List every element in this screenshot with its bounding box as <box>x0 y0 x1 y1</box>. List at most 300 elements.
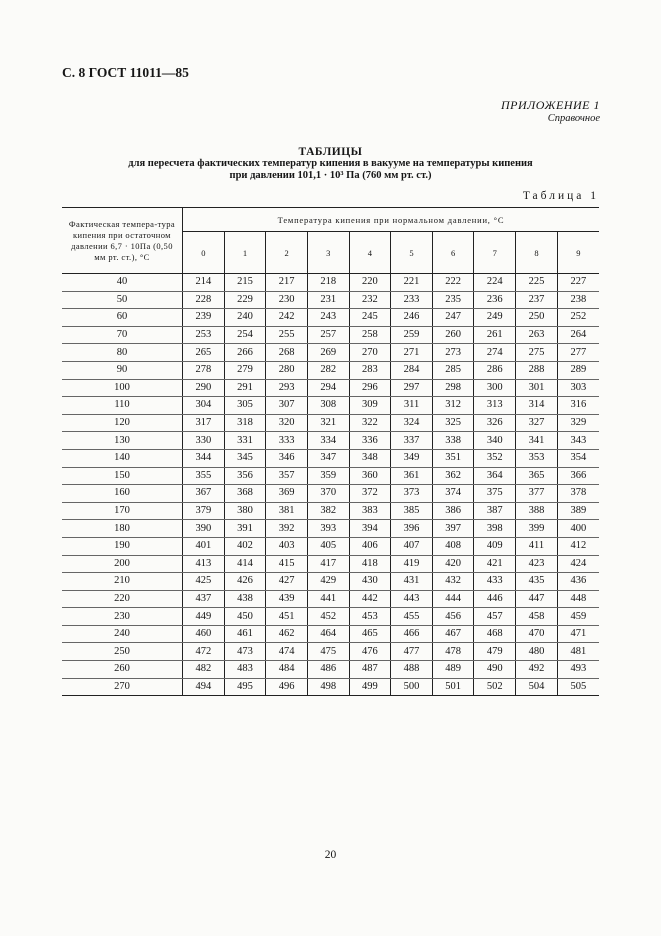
table-cell: 263 <box>516 326 558 344</box>
row-temperature: 50 <box>62 291 183 309</box>
table-cell: 457 <box>474 608 516 626</box>
table-row <box>62 573 599 591</box>
table-cell: 487 <box>349 661 391 679</box>
table-cell: 220 <box>349 274 391 292</box>
row-temperature: 230 <box>62 608 183 626</box>
table-row <box>62 344 599 362</box>
table-cell: 444 <box>432 590 474 608</box>
table-cell: 304 <box>183 397 225 415</box>
table-cell: 300 <box>474 379 516 397</box>
table-cell: 449 <box>183 608 225 626</box>
table-cell: 481 <box>557 643 599 661</box>
table-cell: 489 <box>432 661 474 679</box>
table-cell: 289 <box>557 361 599 379</box>
table-row <box>62 661 599 679</box>
table-cell: 355 <box>183 467 225 485</box>
conversion-table <box>62 207 599 696</box>
table-cell: 492 <box>516 661 558 679</box>
table-cell: 286 <box>474 361 516 379</box>
table-cell: 327 <box>516 414 558 432</box>
table-cell: 447 <box>516 590 558 608</box>
table-cell: 409 <box>474 537 516 555</box>
table-cell: 420 <box>432 555 474 573</box>
table-row <box>62 537 599 555</box>
table-cell: 430 <box>349 573 391 591</box>
table-cell: 382 <box>307 502 349 520</box>
table-cell: 486 <box>307 661 349 679</box>
table-cell: 354 <box>557 449 599 467</box>
table-cell: 460 <box>183 625 225 643</box>
table-cell: 297 <box>391 379 433 397</box>
table-cell: 285 <box>432 361 474 379</box>
table-cell: 496 <box>266 678 308 696</box>
table-cell: 500 <box>391 678 433 696</box>
row-temperature: 210 <box>62 573 183 591</box>
row-temperature: 260 <box>62 661 183 679</box>
table-cell: 245 <box>349 309 391 327</box>
table-cell: 411 <box>516 537 558 555</box>
table-cell: 462 <box>266 625 308 643</box>
table-cell: 261 <box>474 326 516 344</box>
table-cell: 353 <box>516 449 558 467</box>
table-cell: 294 <box>307 379 349 397</box>
table-cell: 373 <box>391 485 433 503</box>
row-temperature: 220 <box>62 590 183 608</box>
table-cell: 236 <box>474 291 516 309</box>
table-cell: 222 <box>432 274 474 292</box>
table-cell: 237 <box>516 291 558 309</box>
table-cell: 370 <box>307 485 349 503</box>
table-cell: 438 <box>224 590 266 608</box>
table-cell: 258 <box>349 326 391 344</box>
table-cell: 317 <box>183 414 225 432</box>
table-cell: 378 <box>557 485 599 503</box>
table-cell: 385 <box>391 502 433 520</box>
table-cell: 398 <box>474 520 516 538</box>
table-cell: 390 <box>183 520 225 538</box>
table-cell: 333 <box>266 432 308 450</box>
row-temperature: 100 <box>62 379 183 397</box>
table-cell: 229 <box>224 291 266 309</box>
table-cell: 259 <box>391 326 433 344</box>
table-cell: 399 <box>516 520 558 538</box>
table-cell: 377 <box>516 485 558 503</box>
table-cell: 224 <box>474 274 516 292</box>
table-cell: 309 <box>349 397 391 415</box>
table-cell: 472 <box>183 643 225 661</box>
table-cell: 314 <box>516 397 558 415</box>
table-cell: 391 <box>224 520 266 538</box>
row-temperature: 200 <box>62 555 183 573</box>
top-header: Температура кипения при нормальном давлении, °С <box>183 208 600 232</box>
table-cell: 479 <box>474 643 516 661</box>
table-cell: 478 <box>432 643 474 661</box>
table-cell: 246 <box>391 309 433 327</box>
table-cell: 242 <box>266 309 308 327</box>
table-cell: 475 <box>307 643 349 661</box>
table-cell: 493 <box>557 661 599 679</box>
table-cell: 254 <box>224 326 266 344</box>
row-temperature: 120 <box>62 414 183 432</box>
appendix-label: ПРИЛОЖЕНИЕ 1 <box>501 98 600 112</box>
table-cell: 283 <box>349 361 391 379</box>
table-cell: 250 <box>516 309 558 327</box>
column-header-3: 3 <box>307 232 349 274</box>
row-temperature: 190 <box>62 537 183 555</box>
table-cell: 505 <box>557 678 599 696</box>
table-cell: 344 <box>183 449 225 467</box>
table-cell: 403 <box>266 537 308 555</box>
table-row <box>62 520 599 538</box>
table-cell: 275 <box>516 344 558 362</box>
table-cell: 331 <box>224 432 266 450</box>
table-cell: 412 <box>557 537 599 555</box>
table-row <box>62 397 599 415</box>
table-row <box>62 379 599 397</box>
table-cell: 406 <box>349 537 391 555</box>
table-cell: 352 <box>474 449 516 467</box>
row-temperature: 90 <box>62 361 183 379</box>
table-cell: 238 <box>557 291 599 309</box>
row-temperature: 40 <box>62 274 183 292</box>
table-cell: 470 <box>516 625 558 643</box>
table-cell: 307 <box>266 397 308 415</box>
table-cell: 429 <box>307 573 349 591</box>
row-temperature: 270 <box>62 678 183 696</box>
table-cell: 360 <box>349 467 391 485</box>
column-header-9: 9 <box>557 232 599 274</box>
table-cell: 388 <box>516 502 558 520</box>
table-cell: 324 <box>391 414 433 432</box>
table-cell: 442 <box>349 590 391 608</box>
table-cell: 426 <box>224 573 266 591</box>
table-cell: 239 <box>183 309 225 327</box>
table-cell: 458 <box>516 608 558 626</box>
table-cell: 467 <box>432 625 474 643</box>
table-cell: 431 <box>391 573 433 591</box>
table-cell: 279 <box>224 361 266 379</box>
table-cell: 482 <box>183 661 225 679</box>
table-cell: 417 <box>307 555 349 573</box>
page-header: С. 8 ГОСТ 11011—85 <box>62 65 189 80</box>
table-cell: 316 <box>557 397 599 415</box>
table-cell: 433 <box>474 573 516 591</box>
table-cell: 424 <box>557 555 599 573</box>
table-cell: 396 <box>391 520 433 538</box>
table-cell: 346 <box>266 449 308 467</box>
table-cell: 367 <box>183 485 225 503</box>
table-cell: 397 <box>432 520 474 538</box>
table-cell: 277 <box>557 344 599 362</box>
table-cell: 453 <box>349 608 391 626</box>
table-cell: 439 <box>266 590 308 608</box>
column-header-0: 0 <box>183 232 225 274</box>
table-cell: 372 <box>349 485 391 503</box>
table-row <box>62 485 599 503</box>
table-cell: 305 <box>224 397 266 415</box>
table-cell: 341 <box>516 432 558 450</box>
table-cell: 423 <box>516 555 558 573</box>
title-line-2: для пересчета фактических температур кипения в вакууме на температуры кипения <box>128 158 533 169</box>
table-cell: 301 <box>516 379 558 397</box>
table-cell: 340 <box>474 432 516 450</box>
table-cell: 282 <box>307 361 349 379</box>
table-cell: 441 <box>307 590 349 608</box>
table-row <box>62 608 599 626</box>
table-cell: 228 <box>183 291 225 309</box>
left-column-header: Фактическая темпера-тура кипения при остаточном давлении 6,7 · 10Па (0,50 мм рт. ст.), °С <box>62 208 183 274</box>
table-cell: 221 <box>391 274 433 292</box>
table-cell: 255 <box>266 326 308 344</box>
table-cell: 270 <box>349 344 391 362</box>
row-temperature: 110 <box>62 397 183 415</box>
appendix-block <box>501 98 600 124</box>
table-row <box>62 643 599 661</box>
row-temperature: 60 <box>62 309 183 327</box>
table-cell: 387 <box>474 502 516 520</box>
table-cell: 240 <box>224 309 266 327</box>
table-cell: 266 <box>224 344 266 362</box>
table-cell: 274 <box>474 344 516 362</box>
table-cell: 217 <box>266 274 308 292</box>
table-row <box>62 432 599 450</box>
appendix-note: Справочное <box>547 113 600 124</box>
table-cell: 484 <box>266 661 308 679</box>
table-cell: 338 <box>432 432 474 450</box>
table-cell: 268 <box>266 344 308 362</box>
table-cell: 273 <box>432 344 474 362</box>
table-row <box>62 291 599 309</box>
table-cell: 257 <box>307 326 349 344</box>
table-cell: 288 <box>516 361 558 379</box>
column-header-8: 8 <box>516 232 558 274</box>
table-cell: 504 <box>516 678 558 696</box>
table-cell: 436 <box>557 573 599 591</box>
table-cell: 348 <box>349 449 391 467</box>
table-cell: 280 <box>266 361 308 379</box>
table-cell: 374 <box>432 485 474 503</box>
column-header-2: 2 <box>266 232 308 274</box>
table-cell: 446 <box>474 590 516 608</box>
table-cell: 290 <box>183 379 225 397</box>
table-cell: 456 <box>432 608 474 626</box>
table-cell: 214 <box>183 274 225 292</box>
table-cell: 313 <box>474 397 516 415</box>
table-cell: 265 <box>183 344 225 362</box>
table-row <box>62 555 599 573</box>
table-cell: 421 <box>474 555 516 573</box>
table-cell: 364 <box>474 467 516 485</box>
table-row <box>62 502 599 520</box>
row-temperature: 70 <box>62 326 183 344</box>
table-cell: 218 <box>307 274 349 292</box>
table-cell: 311 <box>391 397 433 415</box>
table-cell: 296 <box>349 379 391 397</box>
table-cell: 357 <box>266 467 308 485</box>
table-header-row <box>62 208 599 232</box>
table-cell: 483 <box>224 661 266 679</box>
table-cell: 389 <box>557 502 599 520</box>
table-cell: 498 <box>307 678 349 696</box>
table-cell: 386 <box>432 502 474 520</box>
table-cell: 260 <box>432 326 474 344</box>
table-cell: 461 <box>224 625 266 643</box>
table-cell: 464 <box>307 625 349 643</box>
table-cell: 325 <box>432 414 474 432</box>
row-temperature: 130 <box>62 432 183 450</box>
table-cell: 298 <box>432 379 474 397</box>
table-cell: 253 <box>183 326 225 344</box>
table-cell: 476 <box>349 643 391 661</box>
table-cell: 468 <box>474 625 516 643</box>
table-cell: 392 <box>266 520 308 538</box>
table-cell: 249 <box>474 309 516 327</box>
table-cell: 405 <box>307 537 349 555</box>
table-cell: 375 <box>474 485 516 503</box>
table-cell: 318 <box>224 414 266 432</box>
table-cell: 480 <box>516 643 558 661</box>
table-row <box>62 625 599 643</box>
table-body <box>62 274 599 696</box>
table-cell: 451 <box>266 608 308 626</box>
row-temperature: 140 <box>62 449 183 467</box>
table-cell: 459 <box>557 608 599 626</box>
table-cell: 345 <box>224 449 266 467</box>
page-number: 20 <box>324 849 337 861</box>
row-temperature: 160 <box>62 485 183 503</box>
table-cell: 322 <box>349 414 391 432</box>
table-cell: 402 <box>224 537 266 555</box>
table-cell: 278 <box>183 361 225 379</box>
table-cell: 394 <box>349 520 391 538</box>
row-temperature: 80 <box>62 344 183 362</box>
table-cell: 427 <box>266 573 308 591</box>
table-cell: 215 <box>224 274 266 292</box>
table-cell: 247 <box>432 309 474 327</box>
table-cell: 334 <box>307 432 349 450</box>
table-cell: 343 <box>557 432 599 450</box>
title-line-3: при давлении 101,1 · 10³ Па (760 мм рт. ст.) <box>229 170 432 181</box>
table-row <box>62 467 599 485</box>
table-cell: 284 <box>391 361 433 379</box>
table-cell: 337 <box>391 432 433 450</box>
table-cell: 269 <box>307 344 349 362</box>
table-cell: 413 <box>183 555 225 573</box>
table-cell: 293 <box>266 379 308 397</box>
table-label: Таблица 1 <box>522 190 599 202</box>
row-temperature: 240 <box>62 625 183 643</box>
table-cell: 380 <box>224 502 266 520</box>
table-cell: 336 <box>349 432 391 450</box>
table-cell: 320 <box>266 414 308 432</box>
table-cell: 502 <box>474 678 516 696</box>
table-row <box>62 414 599 432</box>
table-cell: 379 <box>183 502 225 520</box>
table-cell: 418 <box>349 555 391 573</box>
table-cell: 291 <box>224 379 266 397</box>
table-cell: 473 <box>224 643 266 661</box>
table-cell: 495 <box>224 678 266 696</box>
table-cell: 347 <box>307 449 349 467</box>
table-cell: 381 <box>266 502 308 520</box>
table-cell: 407 <box>391 537 433 555</box>
table-cell: 465 <box>349 625 391 643</box>
table-cell: 356 <box>224 467 266 485</box>
table-row <box>62 309 599 327</box>
table-row <box>62 590 599 608</box>
table-cell: 452 <box>307 608 349 626</box>
table-cell: 361 <box>391 467 433 485</box>
table-cell: 471 <box>557 625 599 643</box>
table-cell: 362 <box>432 467 474 485</box>
table-cell: 303 <box>557 379 599 397</box>
table-cell: 351 <box>432 449 474 467</box>
table-cell: 235 <box>432 291 474 309</box>
table-cell: 488 <box>391 661 433 679</box>
table-row <box>62 326 599 344</box>
column-header-1: 1 <box>224 232 266 274</box>
row-temperature: 170 <box>62 502 183 520</box>
table-cell: 233 <box>391 291 433 309</box>
table-cell: 252 <box>557 309 599 327</box>
table-cell: 366 <box>557 467 599 485</box>
table-cell: 401 <box>183 537 225 555</box>
table-cell: 225 <box>516 274 558 292</box>
table-cell: 271 <box>391 344 433 362</box>
table-cell: 393 <box>307 520 349 538</box>
row-temperature: 150 <box>62 467 183 485</box>
table-cell: 359 <box>307 467 349 485</box>
table-cell: 227 <box>557 274 599 292</box>
table-cell: 231 <box>307 291 349 309</box>
table-row <box>62 678 599 696</box>
table-cell: 435 <box>516 573 558 591</box>
table-cell: 466 <box>391 625 433 643</box>
table-row <box>62 274 599 292</box>
table-cell: 494 <box>183 678 225 696</box>
table-cell: 329 <box>557 414 599 432</box>
table-cell: 264 <box>557 326 599 344</box>
column-header-4: 4 <box>349 232 391 274</box>
table-cell: 369 <box>266 485 308 503</box>
table-row <box>62 449 599 467</box>
table-cell: 490 <box>474 661 516 679</box>
table-cell: 383 <box>349 502 391 520</box>
table-cell: 408 <box>432 537 474 555</box>
title-line-1: ТАБЛИЦЫ <box>298 146 363 158</box>
table-cell: 321 <box>307 414 349 432</box>
table-cell: 232 <box>349 291 391 309</box>
table-cell: 365 <box>516 467 558 485</box>
table-cell: 419 <box>391 555 433 573</box>
table-cell: 474 <box>266 643 308 661</box>
table-cell: 450 <box>224 608 266 626</box>
table-cell: 400 <box>557 520 599 538</box>
table-cell: 415 <box>266 555 308 573</box>
table-cell: 455 <box>391 608 433 626</box>
table-cell: 499 <box>349 678 391 696</box>
table-cell: 432 <box>432 573 474 591</box>
table-cell: 349 <box>391 449 433 467</box>
table-cell: 448 <box>557 590 599 608</box>
table-cell: 230 <box>266 291 308 309</box>
row-temperature: 180 <box>62 520 183 538</box>
table-cell: 326 <box>474 414 516 432</box>
table-cell: 308 <box>307 397 349 415</box>
table-cell: 437 <box>183 590 225 608</box>
document-title <box>60 146 601 182</box>
table-cell: 312 <box>432 397 474 415</box>
